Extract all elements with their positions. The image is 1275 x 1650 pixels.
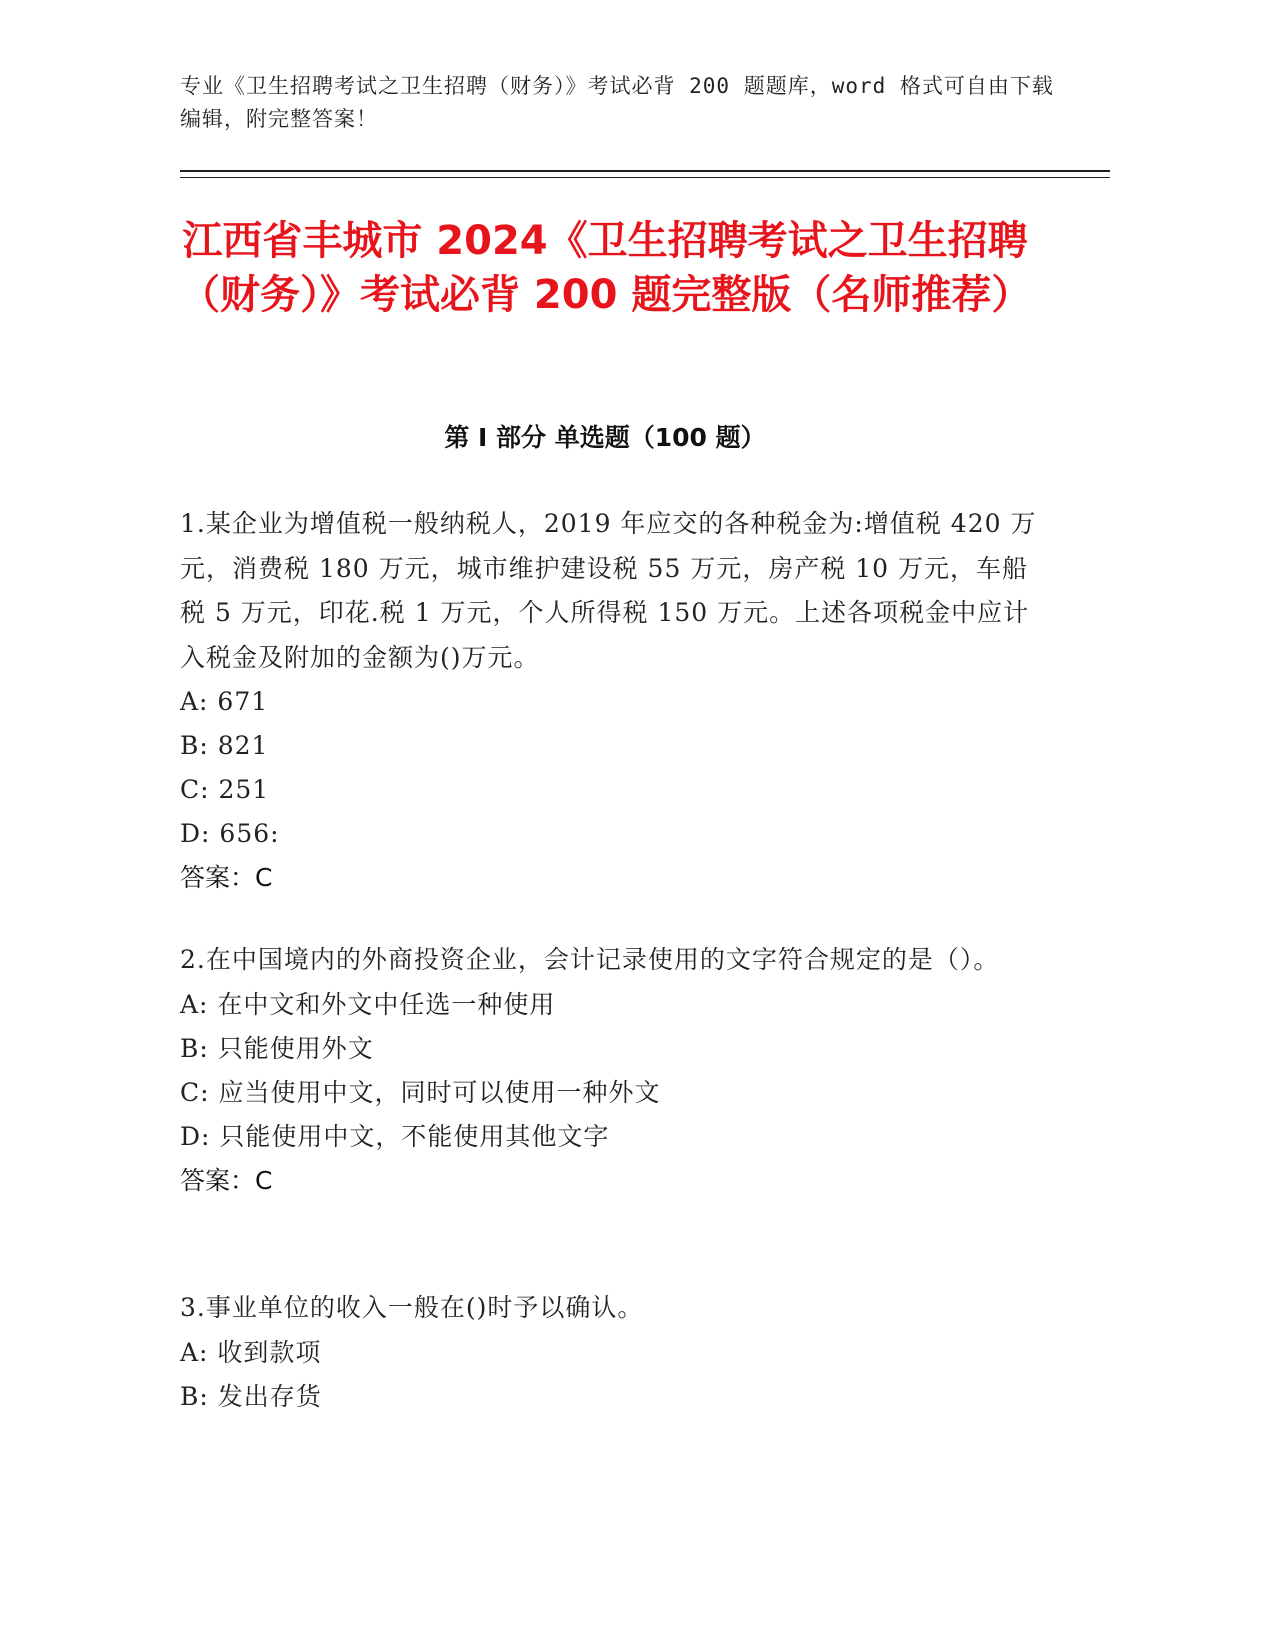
header-note: 专业《卫生招聘考试之卫生招聘（财务）》考试必背 200 题题库，word 格式可自由下载编辑，附完整答案！ xyxy=(180,74,1054,131)
header-divider-thick xyxy=(180,170,1110,172)
question-stem: 1.某企业为增值税一般纳税人，2019 年应交的各种税金为:增值税 420 万元，消费税 180 万元，城市维护建设税 55 万元，房产税 10 万元，车船税 5 万元，印花.税 1 万元，个人所得税 150 万元。上述各项税金中应计入税金及附加的金额为()万元。 xyxy=(180,509,1037,672)
option-a: A: 671 xyxy=(180,687,269,716)
option-a: A: 在中文和外文中任选一种使用 xyxy=(180,989,556,1019)
option-d: D: 656: xyxy=(180,819,280,848)
question-1 xyxy=(180,502,1040,900)
option-b: B: 发出存货 xyxy=(180,1381,322,1411)
option-b: B: 只能使用外文 xyxy=(180,1033,374,1063)
question-3 xyxy=(180,1286,1040,1419)
question-stem: 3.事业单位的收入一般在()时予以确认。 xyxy=(180,1293,644,1322)
question-stem: 2.在中国境内的外商投资企业，会计记录使用的文字符合规定的是（）。 xyxy=(180,945,1000,974)
option-a: A: 收到款项 xyxy=(180,1337,322,1367)
question-2 xyxy=(180,938,1040,1203)
header-divider-thin xyxy=(180,177,1110,178)
document-title: 江西省丰城市 2024《卫生招聘考试之卫生招聘（财务）》考试必背 200 题完整版（名师推荐） xyxy=(180,218,1032,318)
option-c: C: 251 xyxy=(180,775,270,804)
option-c: C: 应当使用中文，同时可以使用一种外文 xyxy=(180,1077,661,1107)
option-d: D: 只能使用中文，不能使用其他文字 xyxy=(180,1121,610,1151)
answer: 答案：C xyxy=(180,863,273,892)
section-heading: 第 I 部分 单选题（100 题） xyxy=(444,423,766,452)
answer: 答案：C xyxy=(180,1165,273,1195)
option-b: B: 821 xyxy=(180,731,269,760)
